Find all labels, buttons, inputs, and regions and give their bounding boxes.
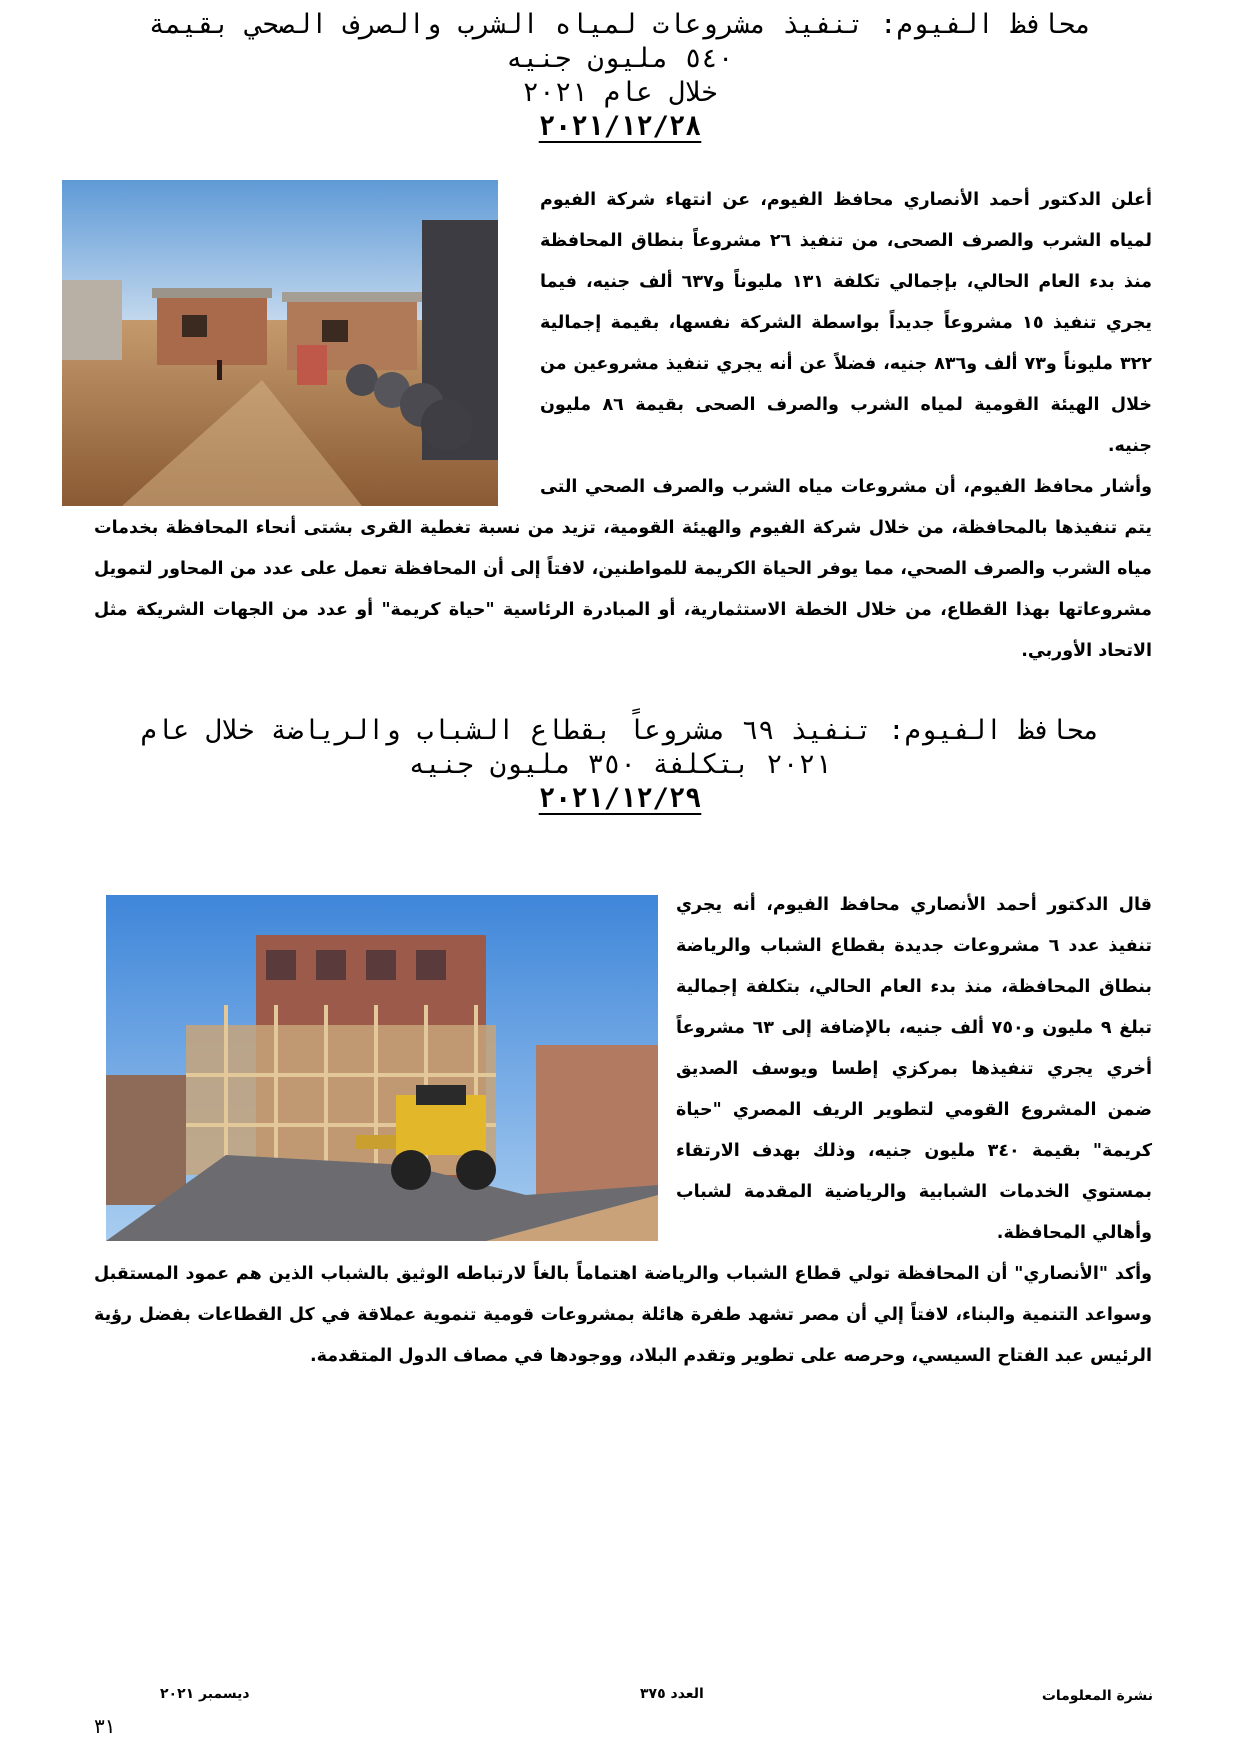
article2-body bbox=[94, 885, 1152, 1377]
article1-title bbox=[80, 8, 1160, 144]
article1-date: ٢٠٢١/١٢/٢٨ bbox=[538, 111, 702, 142]
article2-paragraph1: قال الدكتور أحمد الأنصاري محافظ الفيوم، أنه يجري تنفيذ عدد ٦ مشروعات جديدة بقطاع الشباب والرياضة بنطاق المحافظة، منذ بدء العام الحالي، بتكلفة إجمالية تبلغ ٩ مليون و٧٥٠ ألف جنيه، بالإضافة إلى ٦٣ مشروعاً أخري يجري تنفيذها بمركزي إطسا ويوسف الصديق ضمن المشروع القومي لتطوير الريف المصري "حياة كريمة" بقيمة ٣٤٠ مليون جنيه، وذلك بهدف الارتقاء بمستوي الخدمات الشبابية والرياضية المقدمة لشباب وأهالي المحافظة. bbox=[94, 885, 1152, 1254]
article1-title-line1: محافظ الفيوم: تنفيذ مشروعات لمياه الشرب والصرف الصحي بقيمة bbox=[148, 9, 1092, 40]
article2-title-line2: ٢٠٢١ بتكلفة ٣٥٠ مليون جنيه bbox=[408, 749, 832, 780]
article1-paragraph1: أعلن الدكتور أحمد الأنصاري محافظ الفيوم، عن انتهاء شركة الفيوم لمياه الشرب والصرف الصحى، من تنفيذ ٢٦ مشروعاً بنطاق المحافظة منذ بدء العام الحالي، بإجمالي تكلفة ١٣١ مليوناً و٦٣٧ ألف جنيه، فيما يجري تنفيذ ١٥ مشروعاً جديداً بواسطة الشركة نفسها، بقيمة إجمالية ٣٢٢ مليوناً و٧٣ ألف و٨٣٦ جنيه، فضلاً عن أنه يجري تنفيذ مشروعين من خلال الهيئة القومية لمياه الشرب والصرف الصحى بقيمة ٨٦ مليون جنيه. bbox=[94, 180, 1152, 467]
article2-title bbox=[80, 714, 1160, 816]
article2-photo-float bbox=[104, 885, 676, 1235]
article1-paragraph2: وأشار محافظ الفيوم، أن مشروعات مياه الشرب والصرف الصحي التى يتم تنفيذها بالمحافظة، من خلال شركة الفيوم والهيئة القومية، تزيد من نسبة تغطية القرى بشتى أنحاء المحافظة بخدمات مياه الشرب والصرف الصحي، مما يوفر الحياة الكريمة للمواطنين، لافتاً إلى أن المحافظة تعمل على عدد من المحاور لتمويل مشروعاتها بهذا القطاع، من خلال الخطة الاستثمارية، أو المبادرة الرئاسية "حياة كريمة" أو عدد من الجهات الشريكة مثل الاتحاد الأوربي. bbox=[94, 477, 1152, 661]
article2-paragraph2: وأكد "الأنصاري" أن المحافظة تولي قطاع الشباب والرياضة اهتماماً بالغاً لارتباطه الوثيق بالشباب الذين هم عمود المستقبل وسواعد التنمية والبناء، لافتاً إلي أن مصر تشهد طفرة هائلة بمشروعات قومية تنموية عملاقة في كل القطاعات بفضل رؤية الرئيس عبد الفتاح السيسي، وحرصه على تطوير وتقدم البلاد، ووجودها في مصاف الدول المتقدمة. bbox=[94, 1264, 1152, 1366]
article1-photo-float bbox=[94, 180, 540, 506]
article1-title-line2: ٥٤٠ مليون جنيه bbox=[506, 43, 734, 74]
footer-issue: العدد ٣٧٥ bbox=[640, 1686, 704, 1702]
article2-title-line1: محافظ الفيوم: تنفيذ ٦٩ مشروعاً بقطاع الشباب والرياضة خلال عام bbox=[140, 715, 1100, 746]
article1-body bbox=[94, 180, 1152, 672]
footer-month: ديسمبر ٢٠٢١ bbox=[160, 1686, 250, 1702]
article1-title-line3: خلال عام ٢٠٢١ bbox=[522, 77, 718, 108]
page-number: ٣١ bbox=[94, 1714, 116, 1738]
footer-publication: نشرة المعلومات bbox=[1041, 1688, 1153, 1704]
article2-date: ٢٠٢١/١٢/٢٩ bbox=[538, 783, 702, 814]
